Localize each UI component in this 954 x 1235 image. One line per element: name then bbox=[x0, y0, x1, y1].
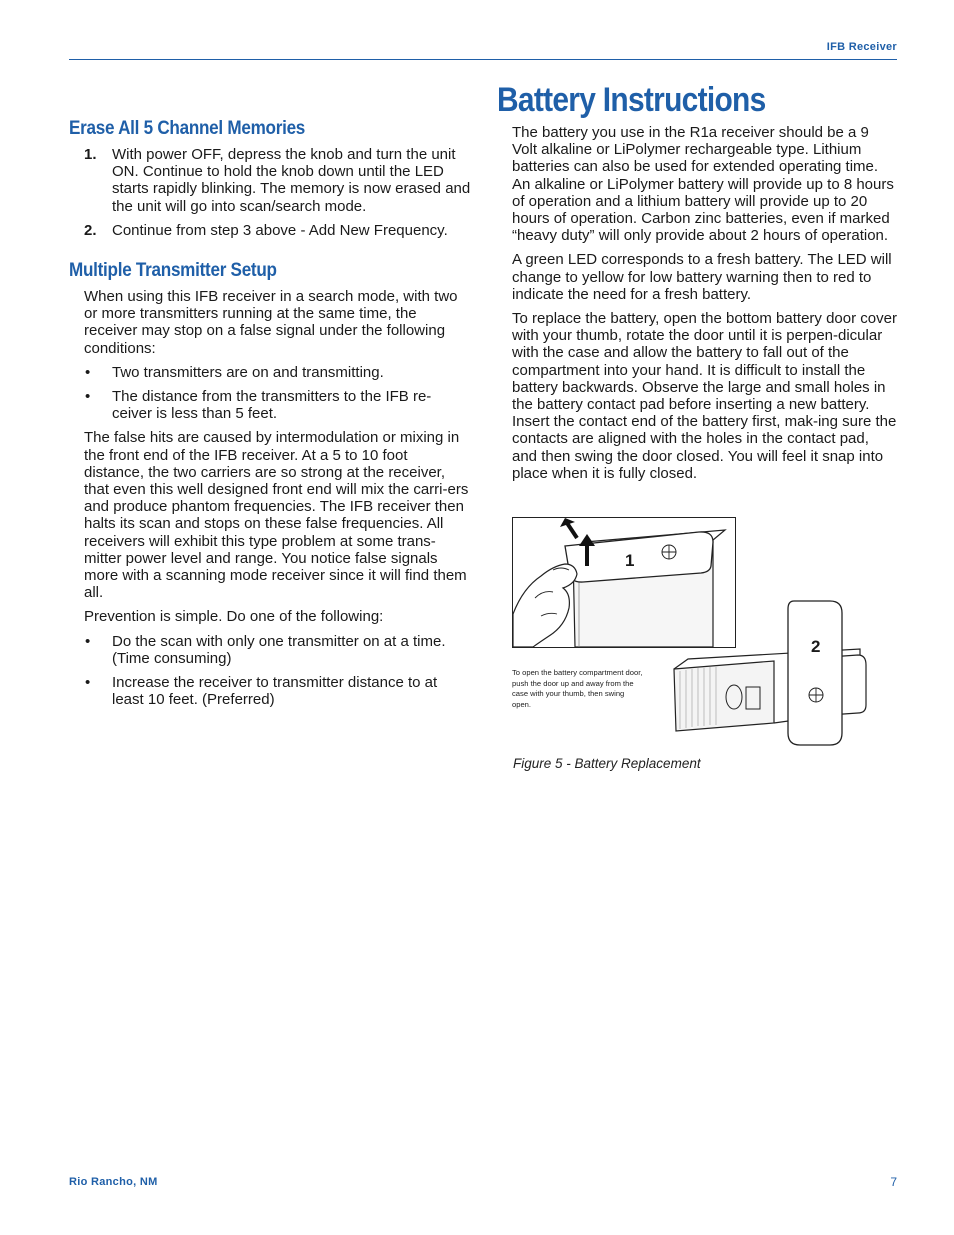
multi-explanation: The false hits are caused by intermodulation or mixing in the front end of the IFB receiver. At a 5 to 10 foot distance, the two carriers are so strong at the receiver, that even this well designed front end will mix the carri-ers and produce phantom frequencies. The IFB receiver then halts its scan and stops on these false frequencies. All receivers will exhibit this type problem at some trans-mitter power level and range. You notice false signals more with a scanning mode receiver since it will find them all. bbox=[84, 429, 469, 602]
step-text: Continue from step 3 above - Add New Frequency. bbox=[112, 221, 448, 239]
step2-number: 2 bbox=[811, 637, 821, 656]
running-header: IFB Receiver bbox=[826, 41, 897, 53]
option-text: Do the scan with only one transmitter on at a time. (Time consuming) bbox=[112, 632, 446, 667]
figure-caption: Figure 5 - Battery Replacement bbox=[513, 756, 701, 771]
battery-paragraph: The battery you use in the R1a receiver should be a 9 Volt alkaline or LiPolymer rechargeable type. Lithium batteries can also be used for extended operating time. An alkaline or LiPolymer battery will provide up to 8 hours of operation and a lithium battery will provide up to 20 hours of operation. Carbon zinc batteries, even if marked “heavy duty” will only provide about 2 hours of operation. bbox=[512, 124, 894, 245]
erase-step bbox=[69, 146, 471, 215]
figure-note: To open the battery compartment door, push the door up and away from the case with your thumb, then swing open. bbox=[512, 668, 643, 709]
battery-paragraph: To replace the battery, open the bottom battery door cover with your thumb, rotate the door until it is perpen-dicular with the case and allow the battery to fall out of the compartment into your hand. It is difficult to install the battery backwards. Observe the large and small holes in the battery contact pad before inserting a new battery. Insert the contact end of the battery first, mak-ing sure the contacts are aligned with the holes in the contact pad, and then swing the door closed. You will feel it snap into place when it is fully closed. bbox=[512, 310, 897, 482]
page-number: 7 bbox=[890, 1175, 897, 1189]
footer-location: Rio Rancho, NM bbox=[69, 1176, 158, 1188]
battery-figure bbox=[512, 517, 872, 757]
right-column bbox=[497, 80, 897, 489]
left-column bbox=[69, 118, 471, 715]
erase-step bbox=[69, 222, 471, 239]
step1-number: 1 bbox=[625, 551, 635, 570]
battery-title: Battery Instructions bbox=[497, 81, 766, 119]
option-item bbox=[69, 633, 471, 667]
multi-intro: When using this IFB receiver in a search mode, with two or more transmitters running at the same time, the receiver may stop on a false signal under the following conditions: bbox=[84, 288, 458, 357]
bullet: • bbox=[85, 363, 91, 381]
condition-item bbox=[69, 388, 471, 422]
step-number: 2. bbox=[84, 221, 97, 239]
bullet: • bbox=[85, 632, 91, 650]
multi-prevention: Prevention is simple. Do one of the following: bbox=[84, 608, 384, 626]
condition-item bbox=[69, 364, 471, 381]
step-number: 1. bbox=[84, 146, 97, 163]
step-text: With power OFF, depress the knob and turn the unit ON. Continue to hold the knob down until the LED starts rapidly blinking. The memory is now erased and the unit will go into scan/search mode. bbox=[112, 146, 471, 215]
multi-heading: Multiple Transmitter Setup bbox=[69, 260, 277, 282]
condition-text: Two transmitters are on and transmitting. bbox=[112, 363, 384, 381]
option-text: Increase the receiver to transmitter distance to at least 10 feet. (Preferred) bbox=[112, 674, 438, 709]
open-door-illustration bbox=[670, 599, 872, 747]
condition-text: The distance from the transmitters to the IFB re-ceiver is less than 5 feet. bbox=[112, 388, 432, 423]
bullet: • bbox=[85, 388, 91, 406]
option-item bbox=[69, 674, 471, 708]
header-rule bbox=[69, 59, 897, 60]
erase-heading: Erase All 5 Channel Memories bbox=[69, 118, 306, 139]
battery-paragraph: A green LED corresponds to a fresh battery. The LED will change to yellow for low battery warning then to red to indicate the need for a fresh battery. bbox=[512, 251, 892, 303]
bullet: • bbox=[85, 674, 91, 692]
